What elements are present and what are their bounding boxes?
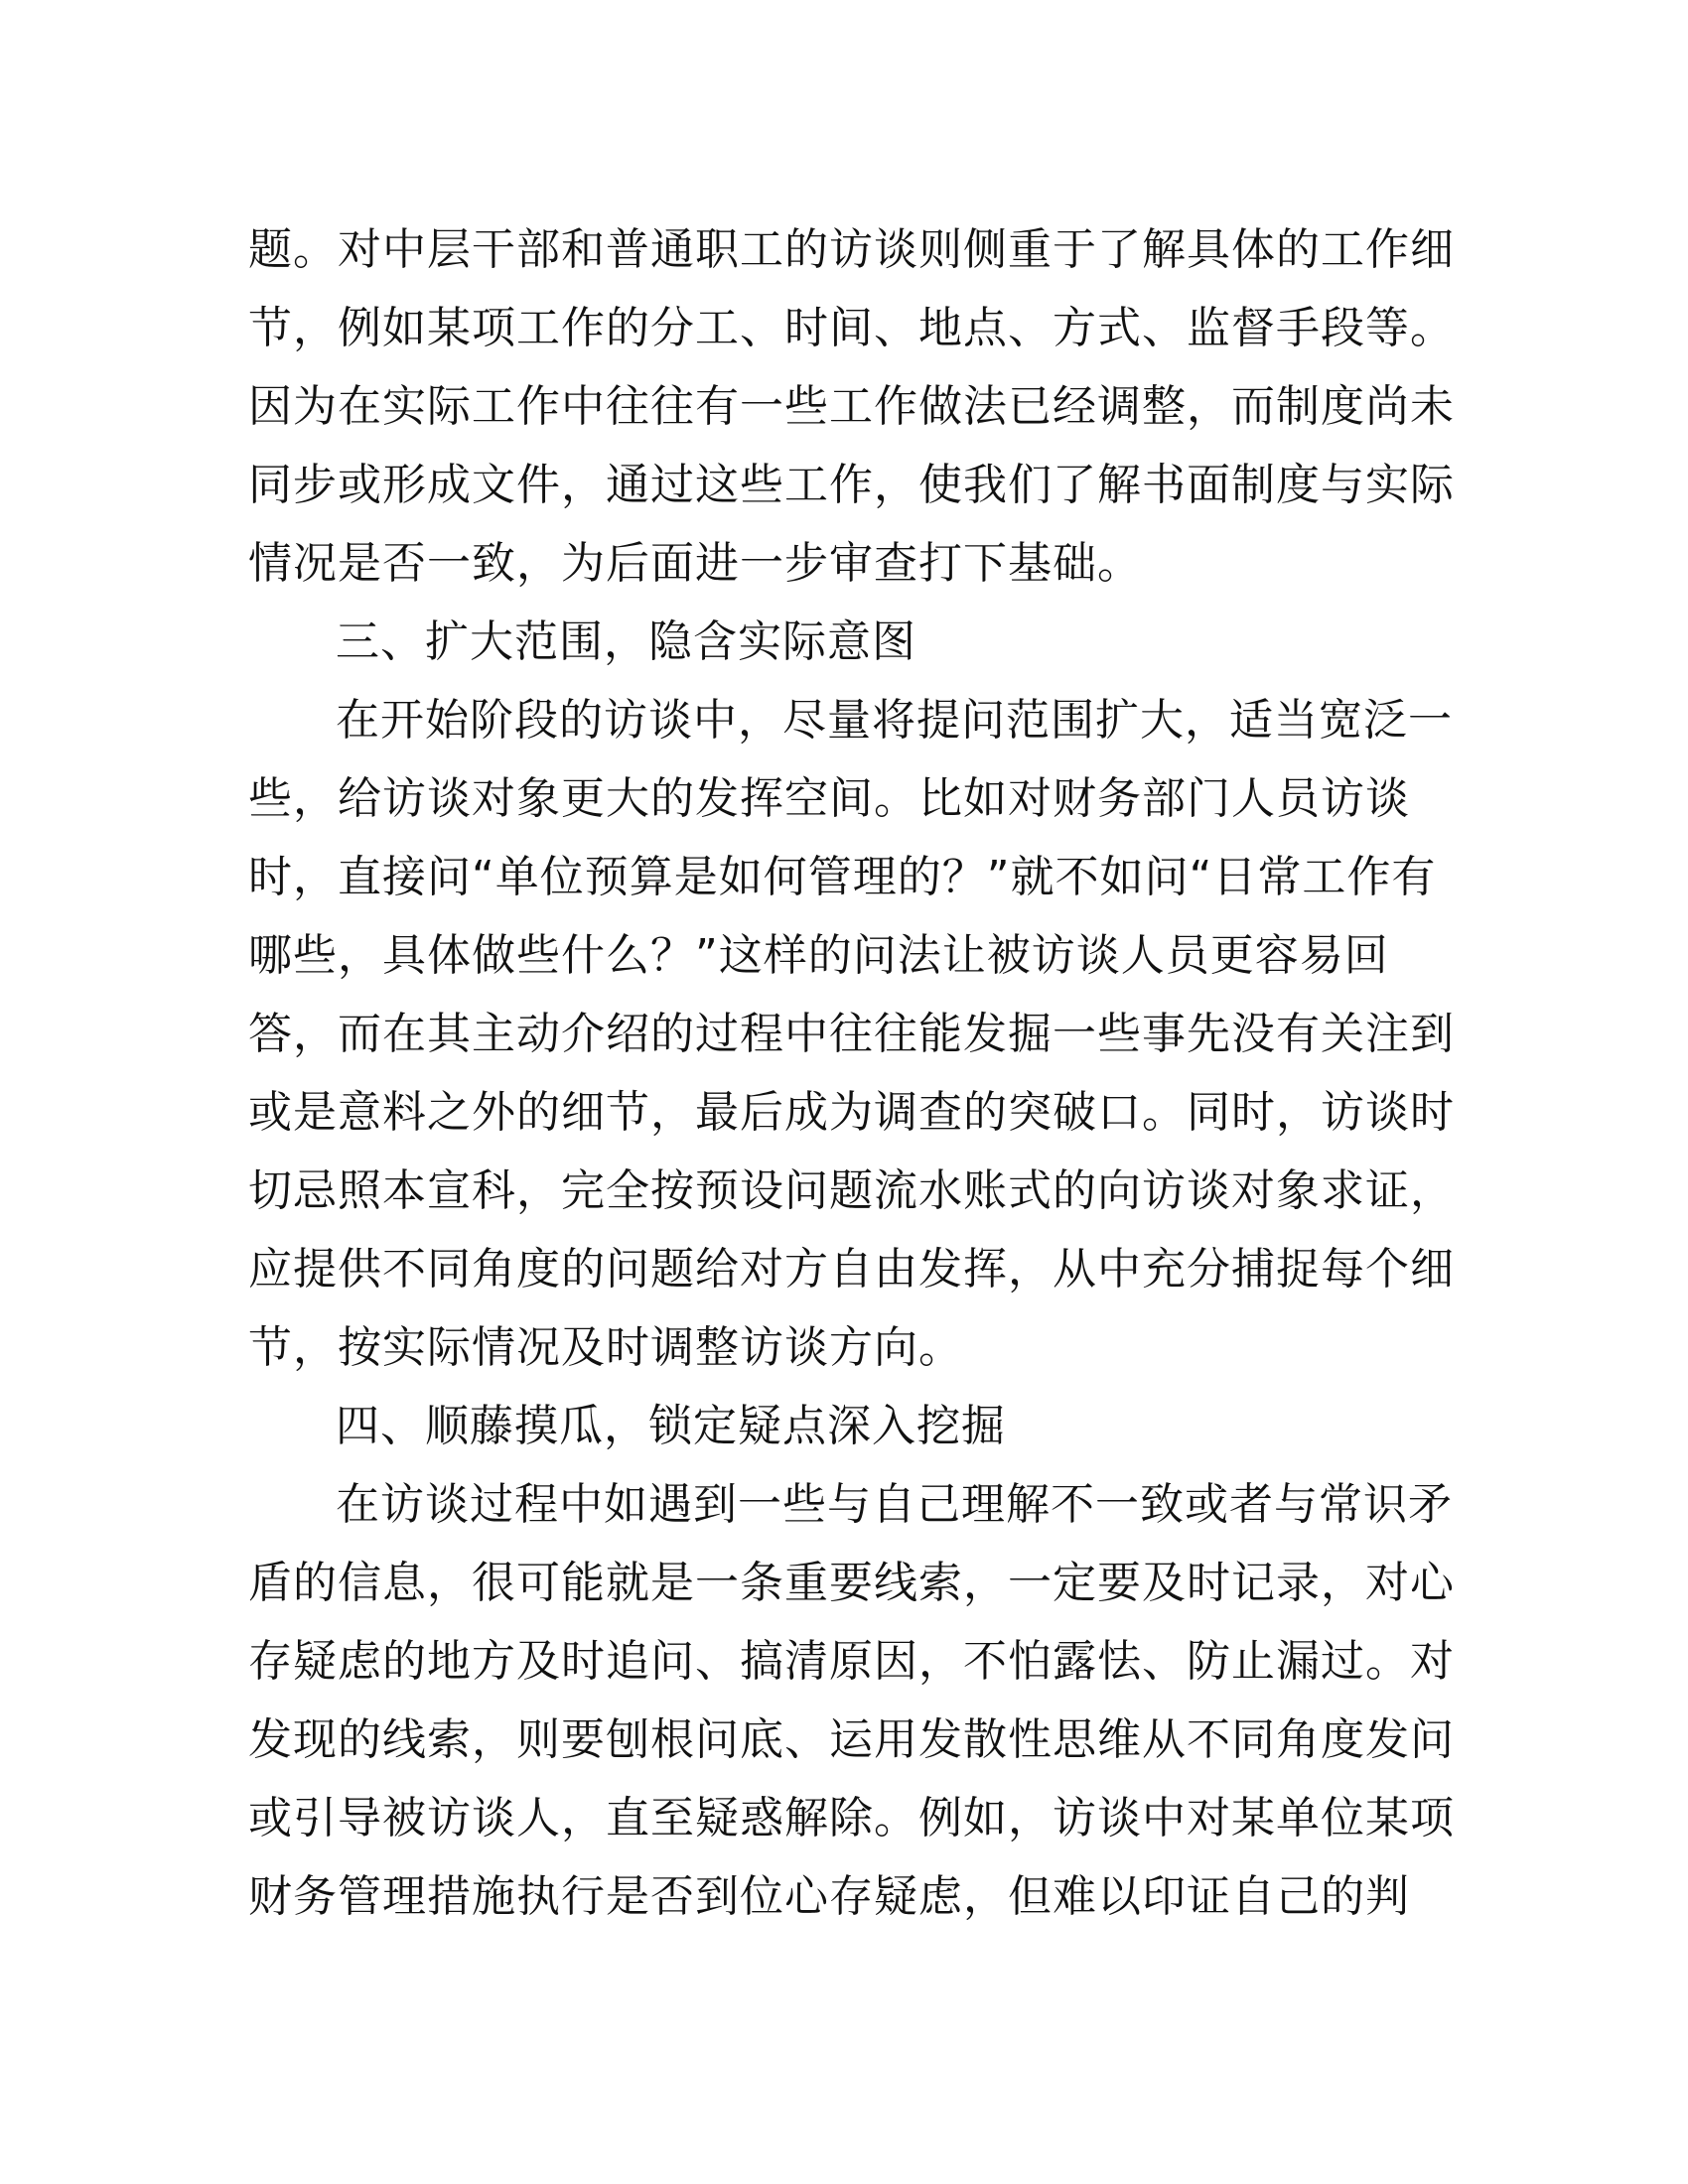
paragraph-line: 节，例如某项工作的分工、时间、地点、方式、监督手段等。 [248,303,1455,353]
paragraph-line: 财务管理措施执行是否到位心存疑虑，但难以印证自己的判 [248,1871,1410,1922]
paragraph-line: 时，直接问“单位预算是如何管理的？”就不如问“日常工作有 [248,852,1437,902]
paragraph-line: 或引导被访谈人，直至疑惑解除。例如，访谈中对某单位某项 [248,1793,1455,1843]
paragraph-line: 切忌照本宣科，完全按预设问题流水账式的向访谈对象求证， [248,1165,1455,1216]
paragraph-line: 存疑虑的地方及时追问、搞清原因，不怕露怯、防止漏过。对 [248,1636,1455,1687]
paragraph-line: 答，而在其主动介绍的过程中往往能发掘一些事先没有关注到 [248,1009,1455,1059]
paragraph-line: 盾的信息，很可能就是一条重要线索，一定要及时记录，对心 [248,1558,1455,1608]
paragraph-line: 哪些，具体做些什么？”这样的问法让被访谈人员更容易回 [248,930,1389,981]
paragraph-line: 节，按实际情况及时调整访谈方向。 [248,1322,963,1373]
paragraph-line: 或是意料之外的细节，最后成为调查的突破口。同时，访谈时 [248,1087,1455,1138]
section-heading: 三、扩大范围，隐含实际意图 [336,616,916,667]
paragraph-line: 在开始阶段的访谈中，尽量将提问范围扩大，适当宽泛一 [336,695,1453,746]
paragraph-line: 同步或形成文件，通过这些工作，使我们了解书面制度与实际 [248,460,1455,510]
paragraph-line: 因为在实际工作中往往有一些工作做法已经调整，而制度尚未 [248,381,1455,432]
paragraph-line: 情况是否一致，为后面进一步审查打下基础。 [248,538,1142,589]
paragraph-line: 应提供不同角度的问题给对方自由发挥，从中充分捕捉每个细 [248,1244,1455,1295]
document-body [248,210,1455,1936]
section-heading: 四、顺藤摸瓜，锁定疑点深入挖掘 [336,1401,1006,1451]
paragraph-line: 在访谈过程中如遇到一些与自己理解不一致或者与常识矛 [336,1479,1453,1530]
paragraph-line: 发现的线索，则要刨根问底、运用发散性思维从不同角度发问 [248,1714,1455,1765]
paragraph-line: 题。对中层干部和普通职工的访谈则侧重于了解具体的工作细 [248,224,1455,275]
paragraph-line: 些，给访谈对象更大的发挥空间。比如对财务部门人员访谈 [248,773,1410,824]
